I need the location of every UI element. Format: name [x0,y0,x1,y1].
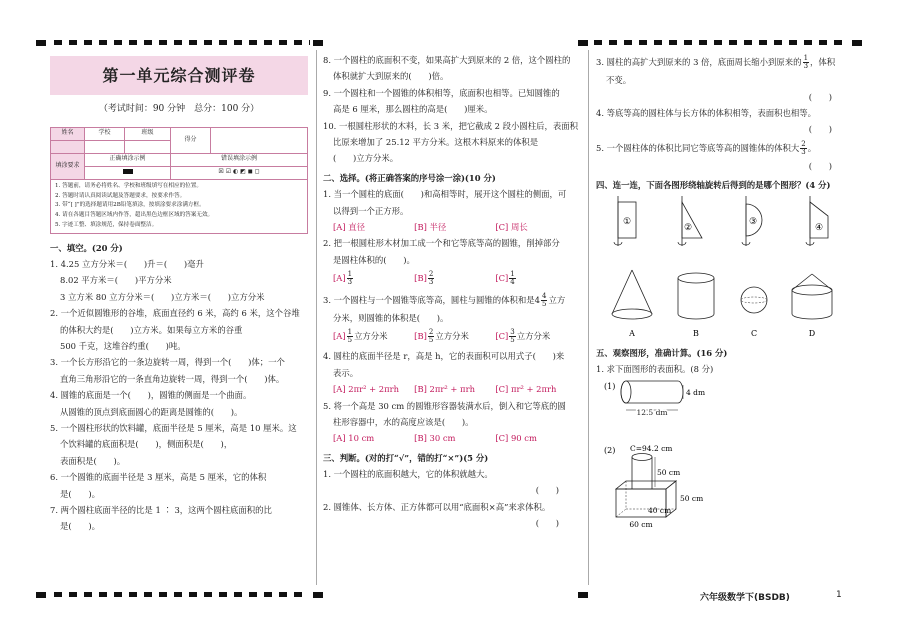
choice-1-line: 1. 当一个圆柱的底面( )和高相等时，展开这个圆柱的侧面，可 [323,189,567,200]
wrong-example-label: 错误填涂示例 [171,153,308,166]
solid-sphere [741,287,767,338]
question-10-line: ( )立方分米。 [333,153,399,164]
note-item: 2. 答题时请认真阅读试题及答题要求，按要求作答。 [55,192,186,199]
choice-1-options [323,219,579,235]
question-3-line: 直角三角形沿它的一条直角边旋转一周，得到一个( )体。 [60,373,285,384]
judge-1: 1. 一个圆柱的底面积越大，它的体积就越大。 [323,469,493,480]
option-c[interactable]: [C] 90 cm [495,433,537,444]
fraction: $\frac{1}{3}$ [347,270,353,287]
fraction: $\frac{3}{5}$ [510,328,515,345]
correct-example-label: 正确填涂示例 [85,153,171,166]
choice-5-line: 5. 将一个高是 30 cm 的圆锥形容器装满水后，倒入和它等底的圆 [323,400,566,411]
rotation-figure-1 [614,196,636,246]
registration-mark [36,40,46,46]
question-9-line: 高是 6 厘米，那么圆柱的高是( )厘米。 [333,104,493,115]
solid-label: A [629,328,635,338]
registration-mark [852,40,862,46]
registration-mark [313,592,323,598]
question-7-line: 是( )。 [60,521,101,532]
column-left [50,52,308,535]
school-label: 学校 [85,127,125,140]
question-1c: 3 立方米 80 立方分米＝( )立方米＝( )立方分米 [60,291,265,302]
option-b[interactable]: [B] 半径 [414,221,447,232]
question-2-line: 500 千克，这堆谷约重( )吨。 [60,340,186,351]
note-item: 4. 请在各题目答题区域内作答，超出黑色边框区域的答案无效。 [55,212,214,219]
fill-requirement-label: 填涂要求 [51,153,85,179]
note-item: 1. 答题前，请务必将姓名、学校和班级填写在相应的位置。 [55,182,202,189]
answer-paren[interactable]: ( ) [535,485,559,496]
answer-paren[interactable]: ( ) [535,518,559,529]
column-middle [323,52,579,532]
question-7-line: 7. 两个圆柱底面半径的比是 1 ∶ 3，这两个圆柱底面积的比 [50,504,272,515]
option-b[interactable]: [B] $\frac{2}{3}$ [414,270,434,287]
column-divider [588,50,589,585]
option-c[interactable]: [C] $\frac{1}{4}$ [495,270,515,287]
dashed-border [54,592,304,597]
class-label: 班级 [125,127,171,140]
circumference-label: C=94.2 cm [630,444,673,454]
figure-index: (2) [604,446,616,456]
rotation-figure-4 [806,196,828,246]
rotation-figure-3 [742,196,762,246]
answer-paren[interactable]: ( ) [808,160,832,171]
section-heading: 二、选择。(将正确答案的序号涂一涂)(10 分) [323,172,496,183]
choice-4-options [323,381,579,397]
rotation-label: ② [683,222,693,233]
question-6-line: 是( )。 [60,488,101,499]
instructions [50,180,308,234]
rotation-label: ③ [748,216,758,227]
fraction: $\frac{4}{5}$ [542,291,547,308]
question-10-line: 10. 一根圆柱形状的木料，长 3 米，把它截成 2 段小圆柱后，表面积 [323,120,579,131]
name-label: 姓名 [51,127,85,140]
name-field[interactable] [51,140,85,153]
registration-mark [578,40,588,46]
student-info-table [50,127,308,180]
class-field[interactable] [125,140,171,153]
solid-figures [596,268,852,342]
judge-3-line: 3. 圆柱的高扩大到原来的 3 倍，底面周长缩小到原来的 $\frac{1}{3}$ ，体积 [596,54,836,70]
fraction: $\frac{2}{3}$ [801,139,806,156]
dashed-border [54,40,310,45]
section-heading: 五、观察图形，准确计算。(16 分) [596,347,728,358]
option-b[interactable]: [B] 2πr² + πrh [414,384,475,395]
choice-3-options [323,326,579,348]
judge-5-line: 5. 一个圆柱体的体积比同它等底等高的圆锥体的体积大 $\frac{2}{3}$ 。 [596,139,817,156]
solid-label: B [693,328,699,338]
page-number: 1 [836,590,842,600]
correct-example-mark [85,166,171,179]
question-5-line: 个饮料罐的底面积是( )，侧面积是( )， [60,439,233,450]
option-a[interactable]: [A] 10 cm [333,433,375,444]
option-c[interactable]: [C] $\frac{3}{5}$ 立方分米 [495,328,551,345]
score-label: 得分 [171,127,211,153]
rotation-label: ① [622,216,632,227]
column-divider [316,50,317,585]
choice-2-line: 是圆柱体积的( )。 [333,254,415,265]
option-a[interactable]: [A] 直径 [333,221,365,232]
option-b[interactable]: [B] 30 cm [414,433,456,444]
question-2-line: 2. 一个近似圆锥形的谷堆，底面直径约 6 米，高约 6 米，这个谷堆 [50,308,300,319]
question-2-line: 的体积大约是( )立方米。如果每立方米的谷重 [60,324,243,335]
page-subtitle: （考试时间：90 分钟 总分：100 分） [98,104,260,115]
question-4-line: 从圆锥的顶点到底面圆心的距离是圆锥的( )。 [60,406,243,417]
question-5-line: 表面积是( )。 [60,455,126,466]
dimension-label: 60 cm [629,520,653,530]
solid-cone-cylinder [792,274,832,338]
question-1a: 1. 4.25 立方分米＝( )升＝( )毫升 [50,259,204,270]
option-c[interactable]: [C] πr² + 2πrh [495,384,557,395]
solid-label: C [750,328,758,338]
figure-index: (1) [604,382,616,392]
question-10-line: 比原来增加了 25.12 平方分米。这根木料原来的体积是 [333,136,539,147]
section-heading: 一、填空。(20 分) [50,242,123,253]
dimension-label: 12.5 dm [636,408,668,418]
problem-1-figure-2 [596,441,852,531]
choice-4-line: 4. 圆柱的底面半径是 r，高是 h，它的表面积可以用式子( )来 [323,351,565,362]
problem-1-figure-1 [596,377,852,421]
registration-mark [36,592,46,598]
judge-3-line: 不变。 [606,75,632,86]
solid-label: D [808,328,816,338]
choice-5-line: 柱形容器中，水的高度应该是( )。 [333,416,474,427]
dimension-label: 50 cm [657,468,681,478]
fraction: $\frac{1}{3}$ [803,54,809,70]
option-a[interactable]: [A] 2πr² + 2πrh [333,384,400,395]
column-right [596,52,852,531]
choice-3-line: 3. 一个圆柱与一个圆锥等底等高，圆柱与圆锥的体积和是4 $\frac{4}{5}$ 立方 [323,291,566,308]
rotation-figure-2 [678,196,702,246]
choice-2-options [323,268,579,290]
school-field[interactable] [85,140,125,153]
question-9-line: 9. 一个圆柱和一个圆锥的体积相等，底面积也相等。已知圆锥的 [323,87,560,98]
fraction: $\frac{1}{5}$ [347,328,353,345]
option-b[interactable]: [B] $\frac{2}{5}$ 立方分米 [414,328,469,345]
wrong-example-marks: ☒ ☑ ◐ ◩ ◼ ◻ [171,166,308,179]
score-field[interactable] [211,127,308,153]
fraction: $\frac{2}{3}$ [428,270,434,287]
registration-mark [578,592,588,598]
rotation-figures [596,194,852,250]
fraction: $\frac{1}{4}$ [510,270,515,287]
fraction: $\frac{2}{5}$ [428,328,434,345]
option-a[interactable]: [A] $\frac{1}{5}$ 立方分米 [333,328,388,345]
question-1b: 8.02 平方米＝( )平方分米 [60,275,172,286]
judge-4: 4. 等底等高的圆柱体与长方体的体积相等，表面积也相等。 [596,107,817,118]
registration-mark [313,40,323,46]
rotation-label: ④ [814,222,824,233]
option-c[interactable]: [C] 周长 [495,221,528,232]
solid-cylinder [678,273,714,338]
question-5-line: 5. 一个圆柱形状的饮料罐，底面半径是 5 厘米，高是 10 厘米。这 [50,422,297,433]
choice-5-options [323,430,579,446]
choice-4-line: 表示。 [333,367,359,378]
question-8-line: 8. 一个圆柱的底面积不变，如果高扩大到原来的 2 倍，这个圆柱的 [323,55,571,65]
option-a[interactable]: [A] $\frac{1}{3}$ [333,270,353,287]
dimension-label: 4 dm [686,388,706,398]
section-heading: 三、判断。(对的打“√”，错的打“×”)(5 分) [323,452,489,463]
answer-paren[interactable]: ( ) [808,124,832,135]
dimension-label: 50 cm [680,494,704,504]
page-title: 第一单元综合测评卷 [50,56,308,95]
question-3-line: 3. 一个长方形沿它的一条边旋转一周，得到一个( )体；一个 [50,357,285,368]
note-item: 5. 字迹工整、填涂规范，保持卷面整洁。 [55,221,158,228]
problem-1: 1. 求下面图形的表面积。(8 分) [596,364,714,375]
question-6-line: 6. 一个圆锥的底面半径是 3 厘米，高是 5 厘米，它的体积 [50,472,267,483]
section-heading: 四、连一连，下面各图形绕轴旋转后得到的是哪个图形？(4 分) [596,180,831,191]
choice-1-line: 以得到一个正方形。 [333,205,409,216]
solid-cone [612,270,652,338]
judge-2: 2. 圆锥体、长方体、正方体都可以用“底面积×高”来求体积。 [323,501,551,512]
footer-book-title: 六年级数学下(BSDB) [700,593,790,603]
dashed-border [594,40,844,45]
choice-2-line: 2. 把一根圆柱形木材加工成一个和它等底等高的圆锥，削掉部分 [323,238,560,249]
question-4-line: 4. 圆锥的底面是一个( )，圆锥的侧面是一个曲面。 [50,390,252,401]
answer-paren[interactable]: ( ) [808,91,832,102]
note-item: 3. 带“[ ]”的选择题请用2B铅笔填涂，按填涂要求涂满方框。 [55,202,205,209]
question-8-line: 体积就扩大到原来的( )倍。 [333,71,449,82]
choice-3-line: 分米，则圆锥的体积是( )。 [333,313,449,324]
dimension-label: 40 cm [648,506,672,516]
